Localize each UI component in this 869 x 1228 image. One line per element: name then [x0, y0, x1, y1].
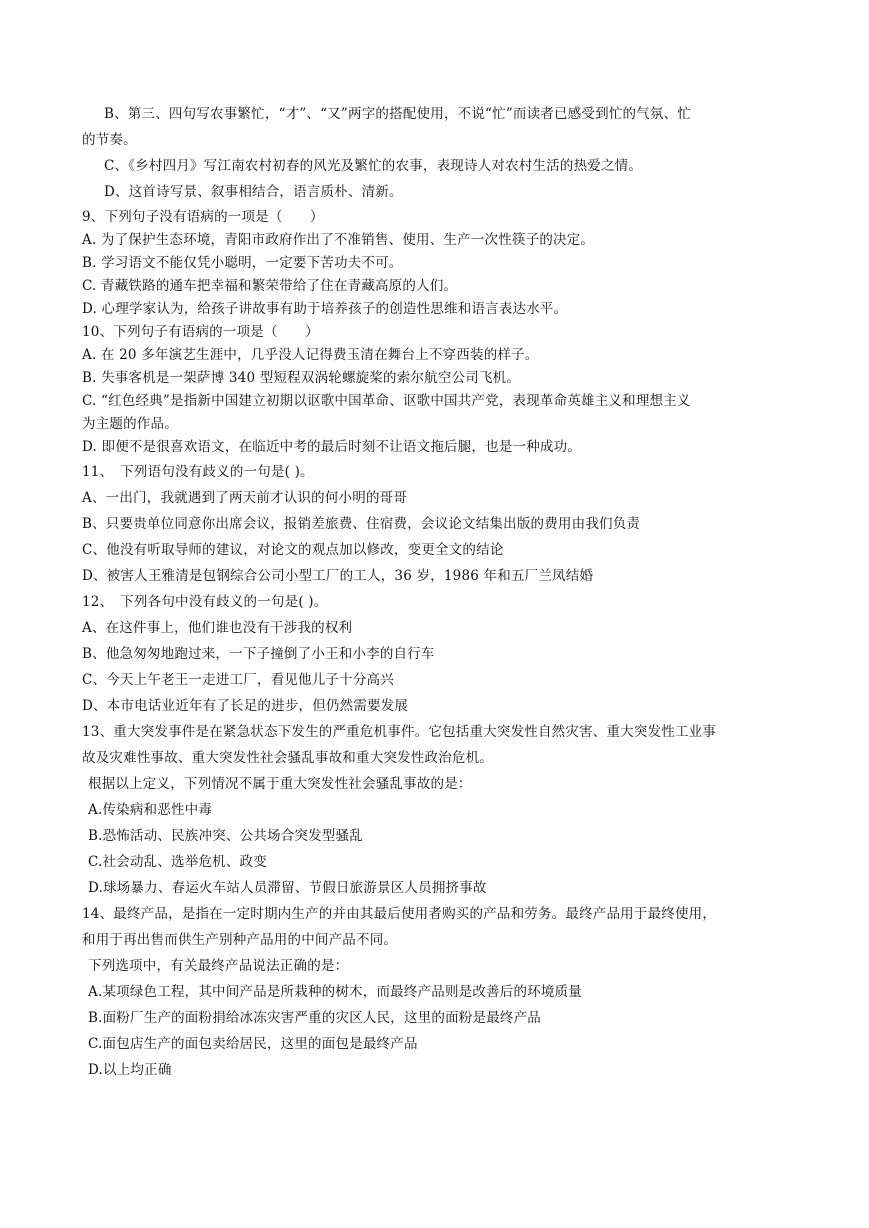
q11-option-a: A、一出门，我就遇到了两天前才认识的何小明的哥哥 — [82, 490, 408, 506]
q10-option-a: A. 在 20 多年演艺生涯中，几乎没人记得费玉清在舞台上不穿西装的样子。 — [82, 347, 539, 363]
q13-option-d: D.球场暴力、春运火车站人员滞留、节假日旅游景区人员拥挤事故 — [88, 880, 487, 896]
q12-option-a: A、在这件事上，他们谁也没有干涉我的权利 — [82, 620, 353, 636]
q8-option-b-line2: 的节奏。 — [82, 132, 137, 148]
q14-option-c: C.面包店生产的面包卖给居民，这里的面包是最终产品 — [88, 1036, 418, 1052]
q11-option-d: D、被害人王雅清是包钢综合公司小型工厂的工人，36 岁，1986 年和五厂兰凤结婚 — [82, 568, 594, 584]
q13-stem-line1: 13、重大突发事件是在紧急状态下发生的严重危机事件。它包括重大突发性自然灾害、重大突发性工业事 — [82, 724, 717, 740]
q10-option-c-line1: C. “红色经典”是指新中国建立初期以讴歌中国革命、讴歌中国共产党，表现革命英雄主义和理想主义 — [82, 393, 691, 409]
q8-option-b-line1: B、第三、四句写农事繁忙，“才”、“又”两字的搭配使用，不说“忙”而读者已感受到忙的气氛、忙 — [104, 106, 692, 122]
q9-stem: 9、下列句子没有语病的一项是（ ） — [82, 209, 324, 225]
q13-option-b: B.恐怖活动、民族冲突、公共场合突发型骚乱 — [88, 828, 363, 844]
q11-option-c: C、他没有听取导师的建议，对论文的观点加以修改，变更全文的结论 — [82, 542, 504, 558]
q12-option-d: D、本市电话业近年有了长足的进步，但仍然需要发展 — [82, 698, 409, 714]
q9-option-d: D. 心理学家认为，给孩子讲故事有助于培养孩子的创造性思维和语言表达水平。 — [82, 301, 568, 317]
q9-option-b: B. 学习语文不能仅凭小聪明，一定要下苦功夫不可。 — [82, 255, 403, 271]
q11-option-b: B、只要贵单位同意你出席会议，报销差旅费、住宿费，会议论文结集出版的费用由我们负责 — [82, 516, 641, 532]
q9-option-a: A. 为了保护生态环境，青阳市政府作出了不准销售、使用、生产一次性筷子的决定。 — [82, 232, 595, 248]
q10-option-b: B. 失事客机是一架萨博 340 型短程双涡轮螺旋桨的索尔航空公司飞机。 — [82, 370, 521, 386]
q13-prompt: 根据以上定义，下列情况不属于重大突发性社会骚乱事故的是： — [88, 776, 472, 792]
q14-option-d: D.以上均正确 — [88, 1062, 172, 1078]
q12-stem: 12、 下列各句中没有歧义的一句是( )。 — [82, 594, 328, 610]
q13-option-c: C.社会动乱、选举危机、政变 — [88, 854, 267, 870]
q8-option-c: C、《乡村四月》写江南农村初春的风光及繁忙的农事，表现诗人对农村生活的热爱之情。 — [104, 158, 643, 174]
q14-stem-line1: 14、最终产品，是指在一定时期内生产的并由其最后使用者购买的产品和劳务。最终产品用于最终使用， — [82, 906, 717, 922]
q9-option-c: C. 青藏铁路的通车把幸福和繁荣带给了住在青藏高原的人们。 — [82, 278, 458, 294]
q12-option-b: B、他急匆匆地跑过来，一下子撞倒了小王和小李的自行车 — [82, 646, 435, 662]
q8-option-d: D、这首诗写景、叙事相结合，语言质朴、清新。 — [104, 184, 403, 200]
q13-stem-line2: 故及灾难性事故、重大突发性社会骚乱事故和重大突发性政治危机。 — [82, 750, 493, 766]
q14-stem-line2: 和用于再出售而供生产别种产品用的中间产品不同。 — [82, 932, 398, 948]
q14-option-a: A.某项绿色工程，其中间产品是所栽种的树木，而最终产品则是改善后的环境质量 — [88, 984, 582, 1000]
q10-stem: 10、下列句子有语病的一项是（ ） — [82, 324, 319, 340]
q14-option-b: B.面粉厂生产的面粉捐给冰冻灾害严重的灾区人民，这里的面粉是最终产品 — [88, 1010, 542, 1026]
q12-option-c: C、今天上午老王一走进工厂，看见他儿子十分高兴 — [82, 672, 394, 688]
q13-option-a: A.传染病和恶性中毒 — [88, 802, 213, 818]
q10-option-c-line2: 为主题的作品。 — [82, 416, 178, 432]
q14-prompt: 下列选项中，有关最终产品说法正确的是： — [88, 958, 349, 974]
q10-option-d: D. 即便不是很喜欢语文，在临近中考的最后时刻不让语文拖后腿，也是一种成功。 — [82, 439, 582, 455]
q11-stem: 11、 下列语句没有歧义的一句是( )。 — [82, 464, 314, 480]
